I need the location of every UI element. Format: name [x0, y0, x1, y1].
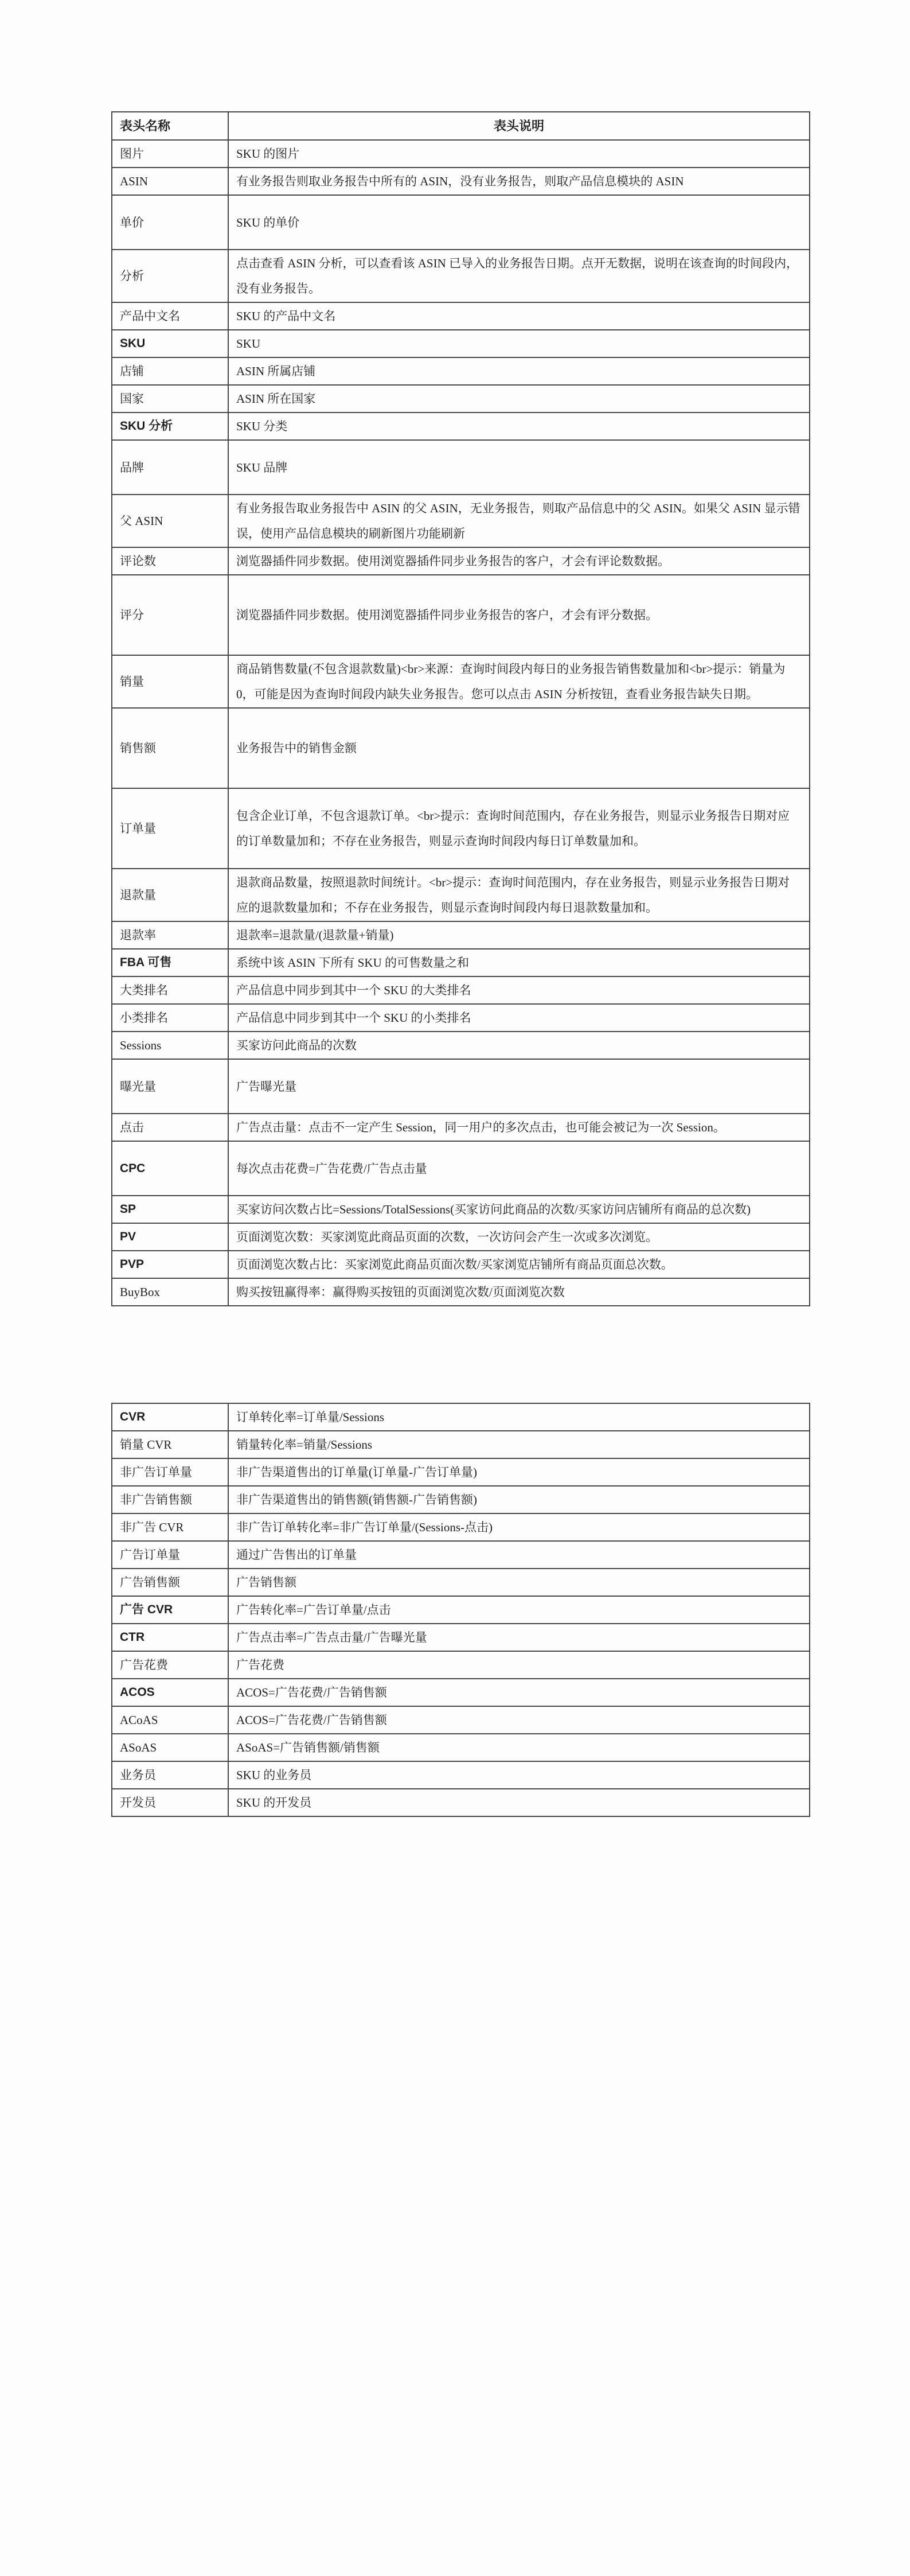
term-cell: 评分 [112, 575, 228, 655]
definition-cell: 广告转化率=广告订单量/点击 [228, 1596, 810, 1624]
glossary-row [112, 1403, 810, 1431]
definition-cell: 有业务报告则取业务报告中所有的 ASIN，没有业务报告，则取产品信息模块的 ASIN [228, 168, 810, 195]
definition-cell: SKU 品牌 [228, 440, 810, 495]
term-cell: SKU [112, 330, 228, 357]
term-cell: 广告订单量 [112, 1541, 228, 1569]
glossary-row [112, 1596, 810, 1624]
term-cell: Sessions [112, 1032, 228, 1059]
term-cell: 销售额 [112, 708, 228, 788]
term-cell: BuyBox [112, 1278, 228, 1306]
metrics-glossary-table [111, 1403, 810, 1817]
definition-cell: 广告花费 [228, 1651, 810, 1679]
definition-cell: 浏览器插件同步数据。使用浏览器插件同步业务报告的客户，才会有评论数数据。 [228, 547, 810, 575]
definition-cell: 产品信息中同步到其中一个 SKU 的大类排名 [228, 976, 810, 1004]
term-cell: 退款率 [112, 921, 228, 949]
term-cell: 评论数 [112, 547, 228, 575]
definition-cell: 包含企业订单，不包含退款订单。<br>提示：查询时间范围内，存在业务报告，则显示业务报告日期对应的订单数量加和；不存在业务报告，则显示查询时间段内每日订单数量加和。 [228, 788, 810, 869]
term-cell: ACoAS [112, 1706, 228, 1734]
term-cell: ASoAS [112, 1734, 228, 1761]
definition-cell: 退款率=退款量/(退款量+销量) [228, 921, 810, 949]
glossary-row [112, 869, 810, 921]
glossary-row [112, 1569, 810, 1596]
column-header-name: 表头名称 [112, 112, 228, 140]
term-cell: 分析 [112, 250, 228, 302]
glossary-row [112, 1486, 810, 1513]
definition-cell: 非广告订单转化率=非广告订单量/(Sessions-点击) [228, 1513, 810, 1541]
definition-cell: 每次点击花费=广告花费/广告点击量 [228, 1141, 810, 1196]
definition-cell: 系统中该 ASIN 下所有 SKU 的可售数量之和 [228, 949, 810, 976]
definition-cell: SKU 的图片 [228, 140, 810, 168]
term-cell: 曝光量 [112, 1059, 228, 1114]
glossary-row [112, 1734, 810, 1761]
glossary-row [112, 1141, 810, 1196]
definition-cell: 购买按钮赢得率：赢得购买按钮的页面浏览次数/页面浏览次数 [228, 1278, 810, 1306]
term-cell: 单价 [112, 195, 228, 250]
term-cell: FBA 可售 [112, 949, 228, 976]
term-cell: 父 ASIN [112, 495, 228, 547]
glossary-row [112, 1196, 810, 1223]
definition-cell: 有业务报告取业务报告中 ASIN 的父 ASIN，无业务报告，则取产品信息中的父 ASIN。如果父 ASIN 显示错误，使用产品信息模块的刷新图片功能刷新 [228, 495, 810, 547]
term-cell: 图片 [112, 140, 228, 168]
glossary-row [112, 385, 810, 413]
definition-cell: ASIN 所属店铺 [228, 357, 810, 385]
term-cell: 非广告 CVR [112, 1513, 228, 1541]
header-glossary-table [111, 111, 810, 1306]
term-cell: 广告花费 [112, 1651, 228, 1679]
table-header-row [112, 112, 810, 140]
term-cell: ACOS [112, 1679, 228, 1706]
glossary-row [112, 1679, 810, 1706]
glossary-row [112, 1278, 810, 1306]
glossary-row [112, 1706, 810, 1734]
term-cell: 退款量 [112, 869, 228, 921]
glossary-row [112, 495, 810, 547]
term-cell: 广告销售额 [112, 1569, 228, 1596]
term-cell: 业务员 [112, 1761, 228, 1789]
definition-cell: 退款商品数量，按照退款时间统计。<br>提示：查询时间范围内，存在业务报告，则显示业务报告日期对应的退款数量加和；不存在业务报告，则显示查询时间段内每日退款数量加和。 [228, 869, 810, 921]
glossary-row [112, 1032, 810, 1059]
glossary-row [112, 1114, 810, 1141]
glossary-row [112, 708, 810, 788]
term-cell: SKU 分析 [112, 413, 228, 440]
definition-cell: 页面浏览次数：买家浏览此商品页面的次数，一次访问会产生一次或多次浏览。 [228, 1223, 810, 1251]
definition-cell: 点击查看 ASIN 分析，可以查看该 ASIN 已导入的业务报告日期。点开无数据，说明在该查询的时间段内，没有业务报告。 [228, 250, 810, 302]
definition-cell: SKU 的单价 [228, 195, 810, 250]
glossary-row [112, 195, 810, 250]
definition-cell: SKU 的开发员 [228, 1789, 810, 1816]
definition-cell: 业务报告中的销售金额 [228, 708, 810, 788]
glossary-row [112, 788, 810, 869]
term-cell: 点击 [112, 1114, 228, 1141]
definition-cell: 商品销售数量(不包含退款数量)<br>来源：查询时间段内每日的业务报告销售数量加和<br>提示：销量为 0，可能是因为查询时间段内缺失业务报告。您可以点击 ASIN 分析按钮，查看业务报告缺失日期。 [228, 655, 810, 708]
glossary-row [112, 575, 810, 655]
term-cell: 订单量 [112, 788, 228, 869]
definition-cell: 页面浏览次数占比：买家浏览此商品页面次数/买家浏览店铺所有商品页面总次数。 [228, 1251, 810, 1278]
term-cell: 产品中文名 [112, 302, 228, 330]
definition-cell: ACOS=广告花费/广告销售额 [228, 1679, 810, 1706]
glossary-row [112, 1458, 810, 1486]
glossary-row [112, 330, 810, 357]
definition-cell: SKU 的业务员 [228, 1761, 810, 1789]
glossary-row [112, 1789, 810, 1816]
glossary-row [112, 168, 810, 195]
column-header-description: 表头说明 [228, 112, 810, 140]
glossary-row [112, 1431, 810, 1458]
definition-cell: 非广告渠道售出的销售额(销售额-广告销售额) [228, 1486, 810, 1513]
term-cell: 销量 [112, 655, 228, 708]
definition-cell: 产品信息中同步到其中一个 SKU 的小类排名 [228, 1004, 810, 1032]
definition-cell: 浏览器插件同步数据。使用浏览器插件同步业务报告的客户，才会有评分数据。 [228, 575, 810, 655]
glossary-row [112, 440, 810, 495]
glossary-row [112, 1251, 810, 1278]
glossary-row [112, 357, 810, 385]
definition-cell: 广告点击量：点击不一定产生 Session，同一用户的多次点击，也可能会被记为一次 Session。 [228, 1114, 810, 1141]
term-cell: 非广告订单量 [112, 1458, 228, 1486]
term-cell: CTR [112, 1624, 228, 1651]
definition-cell: 买家访问次数占比=Sessions/TotalSessions(买家访问此商品的次数/买家访问店铺所有商品的总次数) [228, 1196, 810, 1223]
glossary-row [112, 1624, 810, 1651]
glossary-row [112, 1513, 810, 1541]
term-cell: 广告 CVR [112, 1596, 228, 1624]
definition-cell: 广告曝光量 [228, 1059, 810, 1114]
definition-cell: 订单转化率=订单量/Sessions [228, 1403, 810, 1431]
term-cell: CPC [112, 1141, 228, 1196]
glossary-row [112, 921, 810, 949]
definition-cell: 销量转化率=销量/Sessions [228, 1431, 810, 1458]
term-cell: PVP [112, 1251, 228, 1278]
header-glossary-body [112, 140, 810, 1306]
definition-cell: ASoAS=广告销售额/销售额 [228, 1734, 810, 1761]
term-cell: 销量 CVR [112, 1431, 228, 1458]
definition-cell: 买家访问此商品的次数 [228, 1032, 810, 1059]
definition-cell: 非广告渠道售出的订单量(订单量-广告订单量) [228, 1458, 810, 1486]
glossary-row [112, 1059, 810, 1114]
glossary-row [112, 302, 810, 330]
definition-cell: 广告点击率=广告点击量/广告曝光量 [228, 1624, 810, 1651]
term-cell: 小类排名 [112, 1004, 228, 1032]
definition-cell: ACOS=广告花费/广告销售额 [228, 1706, 810, 1734]
glossary-row [112, 250, 810, 302]
term-cell: 国家 [112, 385, 228, 413]
definition-cell: SKU [228, 330, 810, 357]
glossary-row [112, 1004, 810, 1032]
glossary-row [112, 1651, 810, 1679]
term-cell: PV [112, 1223, 228, 1251]
metrics-glossary-body [112, 1403, 810, 1816]
glossary-row [112, 413, 810, 440]
glossary-row [112, 547, 810, 575]
definition-cell: SKU 的产品中文名 [228, 302, 810, 330]
term-cell: 大类排名 [112, 976, 228, 1004]
term-cell: ASIN [112, 168, 228, 195]
term-cell: CVR [112, 1403, 228, 1431]
definition-cell: 通过广告售出的订单量 [228, 1541, 810, 1569]
glossary-row [112, 949, 810, 976]
definition-cell: SKU 分类 [228, 413, 810, 440]
definition-cell: 广告销售额 [228, 1569, 810, 1596]
term-cell: 店铺 [112, 357, 228, 385]
term-cell: 开发员 [112, 1789, 228, 1816]
glossary-row [112, 140, 810, 168]
glossary-row [112, 976, 810, 1004]
term-cell: 非广告销售额 [112, 1486, 228, 1513]
definition-cell: ASIN 所在国家 [228, 385, 810, 413]
glossary-row [112, 1223, 810, 1251]
glossary-row [112, 655, 810, 708]
term-cell: SP [112, 1196, 228, 1223]
glossary-row [112, 1541, 810, 1569]
glossary-row [112, 1761, 810, 1789]
term-cell: 品牌 [112, 440, 228, 495]
